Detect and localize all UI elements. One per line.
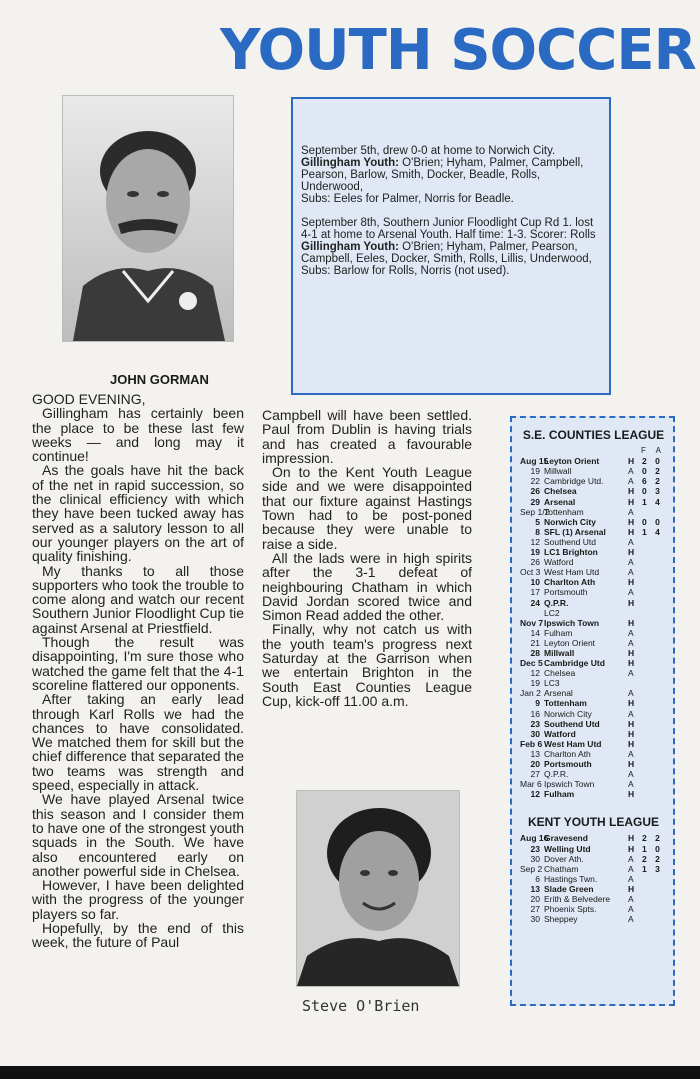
fixture-opponent: Tottenham <box>544 698 587 709</box>
fixture-opponent: Gravesend <box>544 833 588 844</box>
fixture-date: 26 <box>530 486 540 497</box>
fa-column-header: F A <box>640 446 665 456</box>
fixture-venue: H <box>628 577 635 588</box>
fixture-venue: A <box>628 914 634 925</box>
fixture-opponent: Fulham <box>544 627 573 638</box>
bottom-bar <box>0 1066 700 1079</box>
fixture-date: 28 <box>530 647 540 658</box>
fixture-opponent: Millwall <box>544 466 572 477</box>
fixture-opponent: Leyton Orient <box>544 456 600 467</box>
fixture-score: 0 3 <box>642 486 663 497</box>
fixture-row <box>520 638 667 648</box>
fixture-opponent: Chatham <box>544 863 579 874</box>
fixture-row <box>520 567 667 577</box>
fixture-row <box>520 608 667 618</box>
fixture-venue: H <box>628 647 635 658</box>
fixture-row <box>520 618 667 628</box>
fixture-venue: A <box>628 536 634 547</box>
fixture-score <box>642 678 664 688</box>
fixture-score <box>642 914 664 924</box>
fixture-venue: A <box>628 863 634 874</box>
fixture-date: 10 <box>530 577 540 588</box>
fixture-venue: H <box>628 833 635 844</box>
fixture-score: 1 4 <box>642 526 663 537</box>
fixtures-panel <box>510 416 675 1006</box>
fixture-row <box>520 688 667 698</box>
fixture-row <box>520 678 667 688</box>
fixture-date: 12 <box>530 536 540 547</box>
fixture-row <box>520 904 667 914</box>
fixture-venue: H <box>628 728 635 739</box>
fixture-score <box>642 729 664 739</box>
fixture-venue <box>628 678 642 688</box>
fixture-date: 27 <box>530 904 540 915</box>
fixture-opponent: LC2 <box>544 607 560 618</box>
team-label: Gillingham Youth: <box>301 157 399 169</box>
fixture-date: 22 <box>530 476 540 487</box>
fixture-score <box>642 608 664 618</box>
fixture-date: 20 <box>530 759 540 769</box>
fixture-opponent: Watford <box>544 728 576 739</box>
fixture-score: 1 4 <box>642 496 663 507</box>
fixture-date: Dec 5 <box>520 658 543 669</box>
fixture-opponent: Erith & Belvedere <box>544 894 611 905</box>
fixture-opponent: Southend Utd <box>544 718 600 729</box>
player-portrait-image <box>297 791 459 986</box>
result-summary: September 5th, drew 0-0 at home to Norwich City. <box>301 145 556 157</box>
fixture-venue: A <box>628 748 634 759</box>
fixture-date: Sep 2 <box>520 863 543 874</box>
fixture-date: 29 <box>530 496 540 507</box>
fixture-venue: H <box>628 547 635 558</box>
fixture-opponent: Leyton Orient <box>544 637 596 648</box>
fixture-opponent: Chelsea <box>544 486 577 497</box>
fixture-opponent: Hastings Twn. <box>544 873 598 884</box>
fixture-venue: H <box>628 516 635 527</box>
fixture-score <box>642 749 664 759</box>
fixture-score <box>642 739 664 749</box>
fixture-date: Oct 3 <box>520 567 541 578</box>
result-summary: September 8th, Southern Junior Floodlight Cup Rd 1. lost 4-1 at home to Arsenal Youth. Half time: 1-3. Scorer: Rolls <box>301 217 596 241</box>
fixture-venue: A <box>628 627 634 638</box>
article-paragraph: As the goals have hit the back of the net in rapid succession, so the clinical efficiency with which they have been tucked away has served as a salutory lesson to all our younger players on the art of quality finishing. <box>32 462 244 565</box>
fixture-date: Feb 6 <box>520 738 543 749</box>
article-paragraph: On to the Kent Youth League side and we were disappointed that our fixture against Hastings Town had to be post-poned because they were unable to raise a side. <box>262 464 472 552</box>
fixture-opponent: Sheppey <box>544 914 578 925</box>
fixture-score: 2 2 <box>642 833 663 844</box>
fixture-score: 2 2 <box>642 853 663 864</box>
page-title: YOUTH SOCCER <box>220 18 696 83</box>
fixture-date: Nov 7 <box>520 617 544 628</box>
fixture-opponent: Arsenal <box>544 496 576 507</box>
fixture-row <box>520 456 667 466</box>
fixture-venue: H <box>628 843 635 854</box>
fixture-row <box>520 658 667 668</box>
fixture-date: 6 <box>535 873 540 884</box>
fixture-score <box>642 709 664 719</box>
fixture-row <box>520 668 667 678</box>
article-paragraph: We have played Arsenal twice this season and I consider them to have one of the strongest youth squads in the South. We have also encountered early on another powerful side in Chelsea. <box>32 791 244 879</box>
fixture-opponent: Welling Utd <box>544 843 591 854</box>
article-paragraph: Hopefully, by the end of this week, the future of Paul <box>32 919 244 951</box>
team-lineup: O'Brien; Hyham, Palmer, Pearson, Campbell, Eeles, Docker, Smith, Rolls, Lillis, Underwood, <box>301 241 592 265</box>
fixture-date: Aug 16 <box>520 833 549 844</box>
fixture-opponent: Portsmouth <box>544 759 592 769</box>
fixture-score <box>642 668 664 678</box>
fixture-venue: A <box>628 567 634 578</box>
fixture-opponent: Dover Ath. <box>544 853 584 864</box>
article-column-2 <box>262 408 472 708</box>
fixture-row <box>520 507 667 517</box>
fixture-row <box>520 598 667 608</box>
kent-youth-heading: KENT YOUTH LEAGUE <box>527 815 660 830</box>
player-photo <box>296 790 460 987</box>
result-entry <box>301 145 601 205</box>
fixture-date: 5 <box>535 516 540 527</box>
fixture-score <box>642 567 664 577</box>
article-paragraph: All the lads were in high spirits after the 3-1 defeat of neighbouring Chatham in which David Jordan scored twice and Simon Read added the other. <box>262 549 472 624</box>
fixture-opponent: LC1 Brighton <box>544 547 598 558</box>
fixture-venue: H <box>628 883 635 894</box>
article-paragraph: My thanks to all those supporters who took the trouble to come along and watch our recent Southern Junior Floodlight Cup tie against Arsenal at Priestfield. <box>32 562 244 636</box>
fixture-opponent: Millwall <box>544 647 575 658</box>
fixture-score <box>642 779 664 789</box>
fixture-date: 19 <box>530 466 540 477</box>
fixture-opponent: SFL (1) Arsenal <box>544 526 606 537</box>
fixture-row <box>520 719 667 729</box>
fixture-venue: A <box>628 708 634 719</box>
manager-name-caption: JOHN GORMAN <box>110 372 209 387</box>
fixture-opponent: Southend Utd <box>544 536 596 547</box>
fixture-date: 19 <box>530 547 540 558</box>
manager-photo <box>62 95 234 342</box>
fixture-score <box>642 618 664 628</box>
fixture-venue: H <box>628 597 635 608</box>
fixture-date: 16 <box>530 708 540 719</box>
fixture-row <box>520 864 667 874</box>
fixture-venue: A <box>628 668 634 679</box>
fixture-row <box>520 914 667 924</box>
fixture-score: 1 3 <box>642 863 663 874</box>
fixture-row <box>520 577 667 587</box>
fixture-row <box>520 466 667 476</box>
fixture-opponent: Chelsea <box>544 668 576 679</box>
fixture-venue: A <box>628 779 634 790</box>
fixture-row <box>520 527 667 537</box>
fixture-venue: H <box>628 526 635 537</box>
fixture-score <box>642 894 664 904</box>
article-column-1 <box>32 392 244 950</box>
fixture-opponent: Cambridge Utd. <box>544 476 604 487</box>
fixture-venue: H <box>628 759 635 769</box>
article-paragraph: Finally, why not catch us with the youth team's progress next Saturday at the Garrison when we entertain Brighton in the South East Counties League Cup, kick-off 11.00 a.m. <box>262 621 472 709</box>
fixture-row <box>520 709 667 719</box>
fixture-date: Aug 15 <box>520 456 549 467</box>
fixture-date: 21 <box>530 637 540 648</box>
se-counties-heading: S.E. COUNTIES LEAGUE <box>522 428 665 442</box>
fixture-venue: H <box>628 698 635 709</box>
fixture-score <box>642 904 664 914</box>
fixture-opponent: Arsenal <box>544 688 573 699</box>
fixture-opponent: Norwich City <box>544 516 596 527</box>
fixture-row <box>520 648 667 658</box>
fixture-row <box>520 537 667 547</box>
fixture-opponent: Watford <box>544 557 574 568</box>
kent-youth-fixture-list <box>520 833 667 924</box>
fixture-score: 1 0 <box>642 843 663 854</box>
substitutes: Subs: Eeles for Palmer, Norris for Beadle. <box>301 193 514 205</box>
fixture-venue: H <box>628 789 635 800</box>
fixture-row <box>520 769 667 779</box>
fixture-date <box>520 608 544 618</box>
results-box <box>291 97 611 395</box>
fixture-opponent: Charlton Ath <box>544 748 591 759</box>
fixture-row <box>520 854 667 864</box>
fixture-score: 6 2 <box>642 476 663 487</box>
fixture-opponent: West Ham Utd <box>544 567 600 578</box>
fixture-opponent: Q.P.R. <box>544 769 569 780</box>
fixture-row <box>520 749 667 759</box>
fixture-opponent: Cambridge Utd <box>544 658 605 669</box>
fixture-opponent: Q.P.R. <box>544 597 569 608</box>
fixture-score <box>642 587 664 597</box>
fixture-date: 30 <box>530 853 540 864</box>
se-counties-fixture-list <box>520 456 667 799</box>
fixture-row <box>520 874 667 884</box>
fixture-score <box>642 769 664 779</box>
fixture-opponent: LC3 <box>544 678 560 689</box>
fixture-date: 17 <box>530 587 540 598</box>
fixture-score <box>642 884 664 894</box>
fixture-opponent: Norwich City <box>544 708 592 719</box>
fixture-date: 23 <box>530 718 540 729</box>
fixture-venue: A <box>628 853 634 864</box>
result-entry <box>301 217 601 277</box>
fixture-score <box>642 658 664 668</box>
fixture-row <box>520 628 667 638</box>
fixture-date: Sep 1/2 <box>520 506 550 517</box>
fixture-score <box>642 577 664 587</box>
fixture-score <box>642 698 664 708</box>
fixture-opponent: Ipswich Town <box>544 617 600 628</box>
fixture-date: 24 <box>530 597 540 608</box>
fixture-date: Jan 2 <box>520 688 541 699</box>
fixture-row <box>520 759 667 769</box>
fixture-score <box>642 547 664 557</box>
fixture-venue: A <box>628 587 634 598</box>
fixture-date: 14 <box>530 627 540 638</box>
fixture-venue: H <box>628 496 635 507</box>
fixture-venue: A <box>628 873 634 884</box>
fixture-row <box>520 698 667 708</box>
fixture-venue: A <box>628 637 634 648</box>
fixture-date: 23 <box>530 843 540 854</box>
article-paragraph: However, I have been delighted with the progress of the younger players so far. <box>32 877 244 922</box>
team-lineup: O'Brien; Hyham, Palmer, Campbell, Pearson, Barlow, Smith, Docker, Beadle, Rolls, Underwood, <box>301 157 584 193</box>
article-paragraph: Though the result was disappointing, I'm sure those who watched the game felt that the 4-1 scoreline flattered our opponents. <box>32 634 244 693</box>
fixture-venue: A <box>628 506 634 517</box>
fixture-date: 8 <box>535 526 540 537</box>
fixture-score <box>642 537 664 547</box>
fixture-score <box>642 688 664 698</box>
fixture-venue <box>628 608 642 618</box>
fixture-date: 13 <box>530 748 540 759</box>
player-photo-caption: Steve O'Brien <box>302 997 420 1015</box>
fixture-row <box>520 729 667 739</box>
team-label: Gillingham Youth: <box>301 241 399 253</box>
fixture-date: 30 <box>530 914 540 925</box>
fixture-venue: A <box>628 557 634 568</box>
fixture-row <box>520 587 667 597</box>
fixture-score <box>642 507 664 517</box>
fixture-opponent: West Ham Utd <box>544 738 602 749</box>
fixture-date: 19 <box>530 678 540 689</box>
fixture-score: 0 0 <box>642 516 663 527</box>
fixture-opponent: Ipswich Town <box>544 779 595 790</box>
fixture-date: 27 <box>530 769 540 780</box>
fixture-row <box>520 779 667 789</box>
fixture-score <box>642 648 664 658</box>
fixture-row <box>520 884 667 894</box>
fixture-opponent: Charlton Ath <box>544 577 596 588</box>
fixture-row <box>520 833 667 843</box>
fixture-venue: A <box>628 894 634 905</box>
fixture-score <box>642 789 664 799</box>
fixture-row <box>520 517 667 527</box>
fixture-venue: A <box>628 466 634 477</box>
fixture-row <box>520 739 667 749</box>
fixture-date: 12 <box>530 789 540 800</box>
fixture-opponent: Portsmouth <box>544 587 588 598</box>
fixture-venue: A <box>628 476 634 487</box>
fixture-date: 9 <box>535 698 540 709</box>
fixture-venue: H <box>628 738 635 749</box>
fixture-venue: A <box>628 688 634 699</box>
fixture-row <box>520 486 667 496</box>
fixture-score <box>642 628 664 638</box>
fixture-score: 0 2 <box>642 466 663 477</box>
fixture-score <box>642 719 664 729</box>
fixture-score <box>642 759 664 769</box>
fixture-date: 30 <box>530 728 540 739</box>
fixture-row <box>520 789 667 799</box>
fixture-score <box>642 557 664 567</box>
fixture-venue: H <box>628 486 635 497</box>
fixture-venue: H <box>628 718 635 729</box>
fixture-row <box>520 844 667 854</box>
article-paragraph: Gillingham has certainly been the place to be these last few weeks — and long may it continue! <box>32 405 244 465</box>
fixture-score: 2 0 <box>642 456 663 467</box>
fixture-venue: H <box>628 617 635 628</box>
fixture-opponent: Tottenham <box>544 506 584 517</box>
fixture-date: 26 <box>530 557 540 568</box>
fixture-venue: A <box>628 769 634 780</box>
article-paragraph: Campbell will have been settled. Paul from Dublin is having trials and has created a favourable impression. <box>262 407 472 466</box>
fixture-score <box>642 874 664 884</box>
fixture-opponent: Phoenix Spts. <box>544 904 597 915</box>
fixture-score <box>642 638 664 648</box>
fixture-date: 20 <box>530 894 540 905</box>
fixture-row <box>520 476 667 486</box>
fixture-date: 13 <box>530 883 540 894</box>
fixture-date: 12 <box>530 668 540 679</box>
manager-portrait-image <box>63 96 233 341</box>
substitutes: Subs: Barlow for Rolls, Norris (not used). <box>301 265 510 277</box>
greeting: GOOD EVENING, <box>32 391 146 407</box>
fixture-venue: H <box>628 456 635 467</box>
article-paragraph: After taking an early lead through Karl Rolls we had the chances to have consolidated. We matched them for skill but the chief difference that separated the two teams was strength and speed, especially in attack. <box>32 691 244 794</box>
fixture-date: Mar 6 <box>520 779 542 790</box>
fixture-row <box>520 557 667 567</box>
fixture-score <box>642 598 664 608</box>
fixture-opponent: Fulham <box>544 789 575 800</box>
fixture-row <box>520 547 667 557</box>
fixture-row <box>520 497 667 507</box>
fixture-row <box>520 894 667 904</box>
fixture-venue: H <box>628 658 635 669</box>
fixture-opponent: Slade Green <box>544 883 594 894</box>
fixture-venue: A <box>628 904 634 915</box>
